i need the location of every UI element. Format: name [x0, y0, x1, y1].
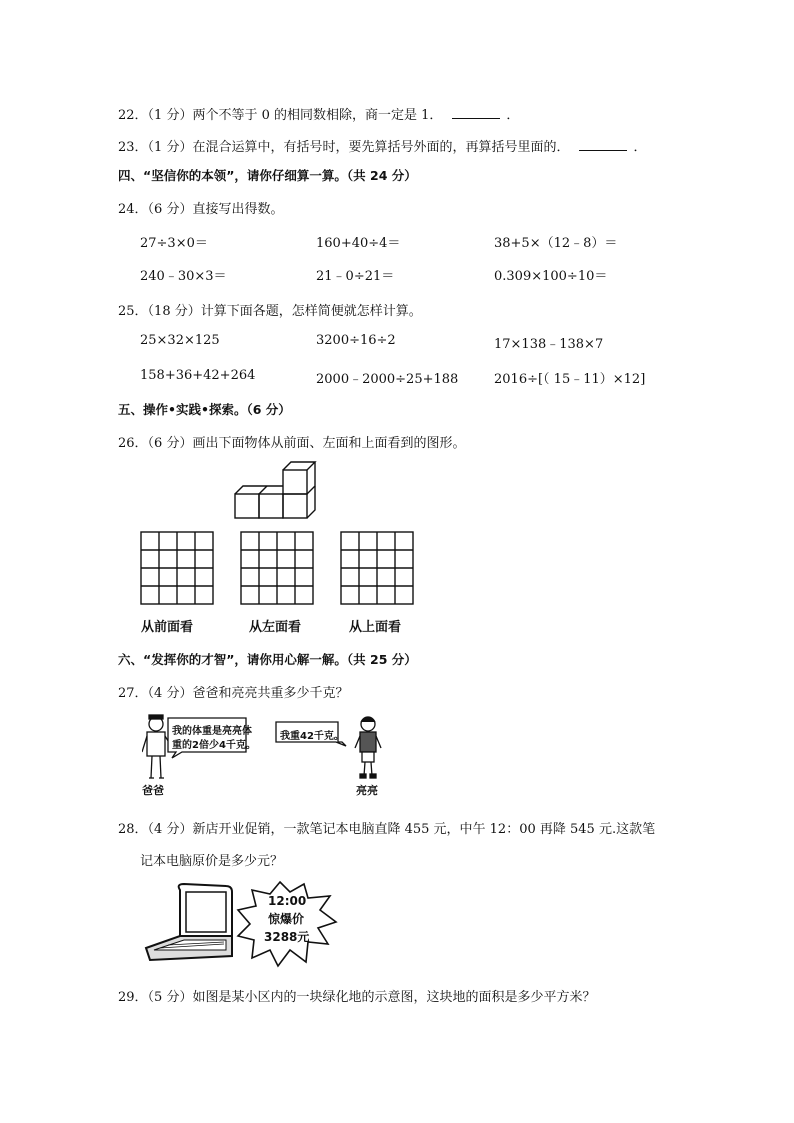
- q25-expr-1: 25×32×125: [140, 333, 220, 348]
- dad-figure: [142, 715, 170, 778]
- q25-expr-5: 2000﹣2000÷25+188: [316, 372, 459, 387]
- question-27: 27．（4 分）爸爸和亮亮共重多少千克？: [118, 686, 349, 701]
- caption-front-view: 从前面看: [141, 620, 194, 635]
- section-4-heading: 四、“坚信你的本领”，请你仔细算一算。（共 24 分）: [118, 168, 417, 183]
- question-25: 25．（18 分）计算下面各题，怎样简便就怎样计算。: [118, 304, 422, 319]
- laptop-figure: [140, 878, 340, 968]
- q24-expr-5: 21﹣0÷21＝: [316, 269, 395, 284]
- q25-expr-6: 2016÷[（ 15﹣11）×12]: [494, 372, 646, 387]
- section-6-heading: 六、“发挥你的才智”，请你用心解一解。（共 25 分）: [118, 652, 417, 667]
- q25-expr-4: 158+36+42+264: [140, 368, 256, 383]
- q24-expr-6: 0.309×100÷10＝: [494, 269, 608, 284]
- dad-label: 爸爸: [142, 784, 164, 797]
- kid-label: 亮亮: [356, 784, 378, 797]
- dad-bubble-line1: 我的体重是亮亮体: [172, 726, 252, 737]
- kid-bubble-text: 我重42千克。: [280, 731, 344, 742]
- burst-label: 惊爆价: [268, 912, 305, 926]
- answer-blank[interactable]: [452, 108, 500, 119]
- dad-bubble-line2: 重的2倍少4千克。: [172, 740, 256, 751]
- question-26: 26．（6 分）画出下面物体从前面、左面和上面看到的图形。: [118, 436, 466, 451]
- question-28-cont: 记本电脑原价是多少元？: [140, 854, 284, 869]
- laptop-drawing: [140, 878, 340, 968]
- q24-expr-3: 38+5×（12﹣8）＝: [494, 236, 618, 251]
- views-figure: [137, 460, 427, 640]
- burst-price: 3288元: [264, 930, 310, 944]
- question-23: 23．（1 分）在混合运算中，有括号时，要先算括号外面的，再算括号里面的． ．: [118, 140, 647, 155]
- q25-expr-2: 3200÷16÷2: [316, 333, 396, 348]
- question-24: 24．（6 分）直接写出得数。: [118, 202, 284, 217]
- weight-figure: [142, 712, 392, 800]
- caption-left-view: 从左面看: [249, 620, 302, 635]
- q24-expr-1: 27÷3×0＝: [140, 236, 208, 251]
- q24-expr-4: 240﹣30×3＝: [140, 269, 227, 284]
- caption-top-view: 从上面看: [349, 620, 402, 635]
- question-29: 29．（5 分）如图是某小区内的一块绿化地的示意图，这块地的面积是多少平方米？: [118, 990, 596, 1005]
- section-5-heading: 五、操作•实践•探索。（6 分）: [118, 402, 291, 417]
- q25-expr-3: 17×138﹣138×7: [494, 337, 604, 352]
- cube-stack-drawing: [137, 460, 427, 640]
- question-22: 22．（1 分）两个不等于 0 的相同数相除，商一定是 1． ．: [118, 108, 520, 123]
- kid-figure: [355, 717, 381, 778]
- answer-blank[interactable]: [579, 140, 627, 151]
- burst-time: 12:00: [268, 894, 307, 908]
- question-28: 28．（4 分）新店开业促销，一款笔记本电脑直降 455 元，中午 12：00 再降 545 元.这款笔: [118, 822, 656, 837]
- q24-expr-2: 160+40÷4＝: [316, 236, 401, 251]
